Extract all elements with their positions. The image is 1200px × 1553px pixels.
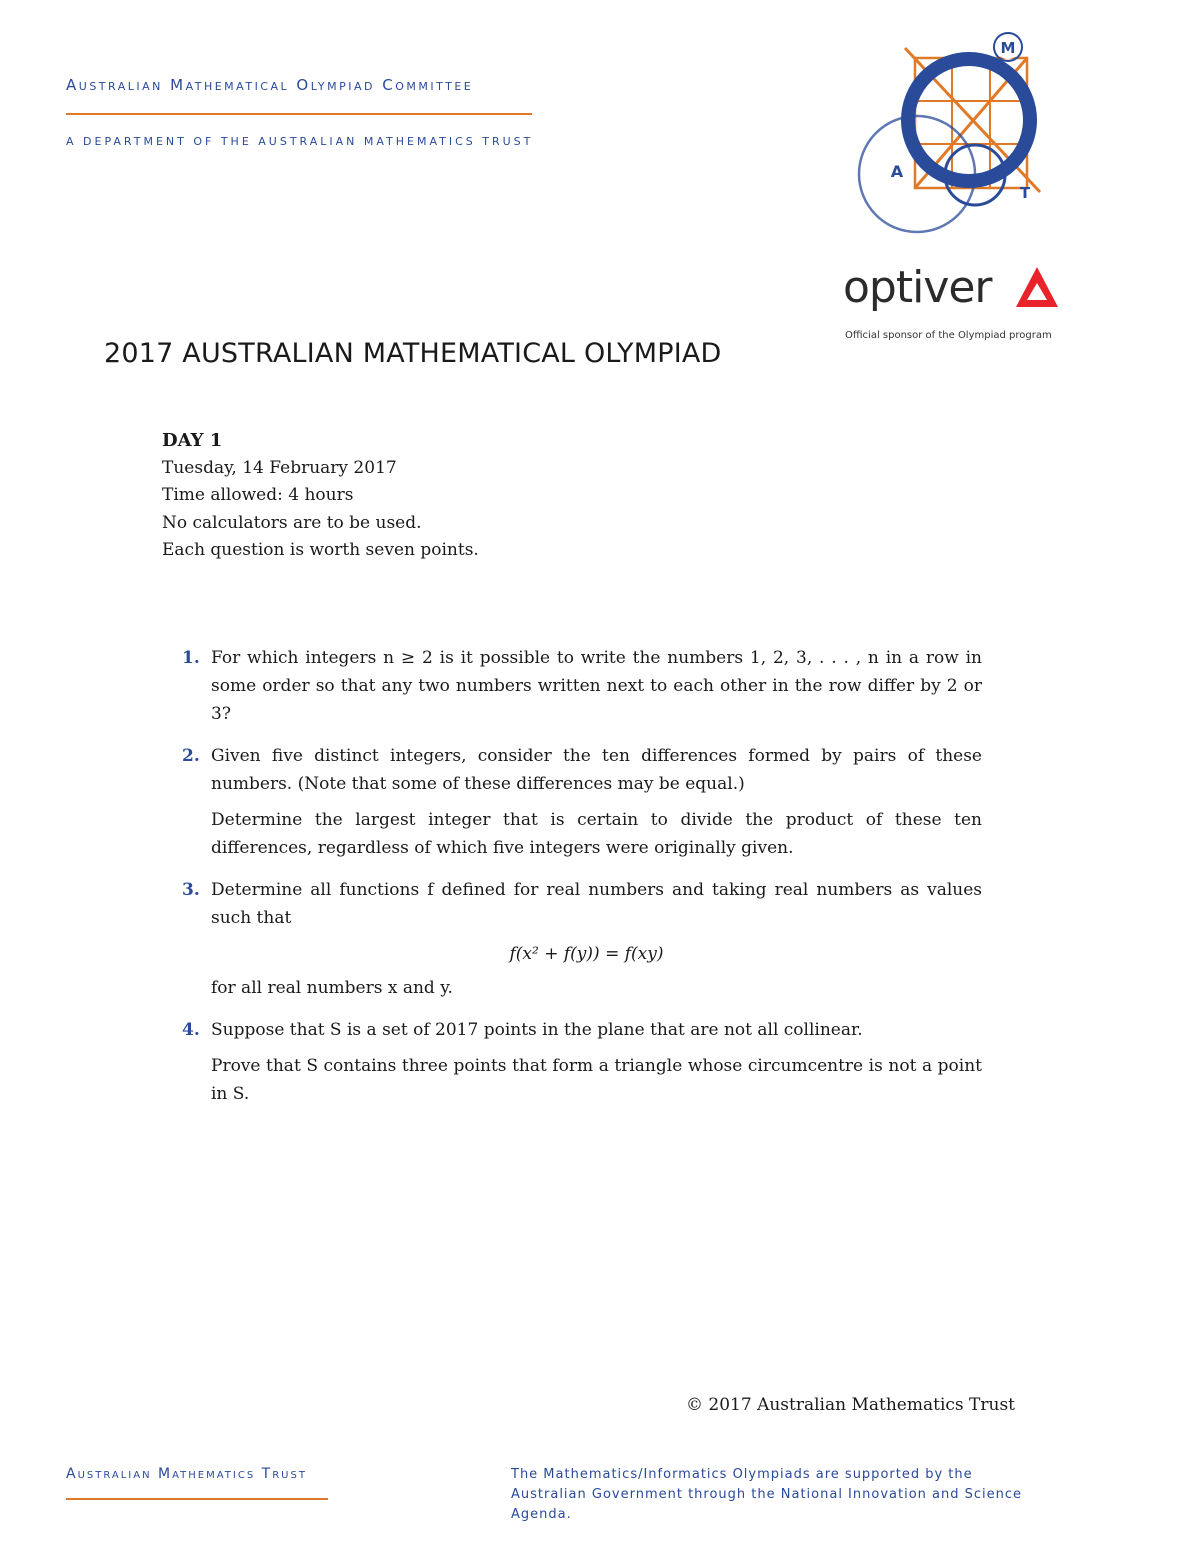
question-text: Given five distinct integers, consider the ten differences formed by pairs of these numbers. (Note that some of these differences may be equal.) (211, 746, 982, 794)
optiver-tagline: Official sponsor of the Olympiad program (845, 330, 1052, 341)
optiver-wordmark: optiver (843, 262, 992, 313)
question-text-continued: Prove that S contains three points that form a triangle whose circumcentre is not a point in S. (211, 1056, 982, 1104)
question-text: Suppose that S is a set of 2017 points in the plane that are not all collinear. (211, 1020, 863, 1040)
exam-info (162, 427, 479, 565)
exam-date: Tuesday, 14 February 2017 (162, 457, 397, 478)
question-text-continued: Determine the largest integer that is certain to divide the product of these ten differences, regardless of which five integers were originally given. (211, 810, 982, 858)
question-1 (182, 644, 982, 728)
footer-support-text: The Mathematics/Informatics Olympiads are supported by the Australian Government through the National Innovation and Science Agenda. (511, 1467, 1023, 1522)
footer-rule (66, 1498, 328, 1500)
exam-day: DAY 1 (162, 430, 223, 451)
question-2 (182, 742, 982, 862)
question-number: 4. (182, 1020, 200, 1040)
committee-name: Australian Mathematical Olympiad Committee (66, 76, 474, 94)
question-text: Determine all functions f defined for real numbers and taking real numbers as values such that (211, 880, 982, 928)
amt-logo (850, 30, 1070, 245)
copyright-notice: © 2017 Australian Mathematics Trust (686, 1395, 1016, 1415)
amt-letter-a: A (890, 162, 904, 181)
amt-letter-m: M (1000, 39, 1016, 57)
exam-points: Each question is worth seven points. (162, 540, 479, 560)
question-3 (182, 876, 982, 1002)
header-rule (66, 113, 532, 115)
question-equation: f(x² + f(y)) = f(xy) (509, 944, 664, 964)
question-number: 2. (182, 746, 200, 766)
optiver-logo (843, 258, 1068, 348)
optiver-triangle-icon (1014, 264, 1060, 310)
department-line: A DEPARTMENT OF THE AUSTRALIAN MATHEMATICS TRUST (66, 135, 534, 148)
exam-calculators: No calculators are to be used. (162, 512, 422, 533)
question-number: 1. (182, 648, 200, 668)
question-text-continued: for all real numbers x and y. (211, 978, 453, 998)
exam-time: Time allowed: 4 hours (162, 485, 354, 505)
question-number: 3. (182, 880, 200, 900)
page-title: 2017 AUSTRALIAN MATHEMATICAL OLYMPIAD (104, 338, 722, 369)
footer-trust-name: Australian Mathematics Trust (66, 1466, 307, 1482)
question-text: For which integers n ≥ 2 is it possible to write the numbers 1, 2, 3, . . . , n in a row in some order so that any two numbers written next to each other in the row differ by 2 or 3? (211, 648, 982, 724)
question-list (182, 644, 982, 1122)
question-4 (182, 1016, 982, 1108)
amt-letter-t: T (1019, 184, 1031, 202)
